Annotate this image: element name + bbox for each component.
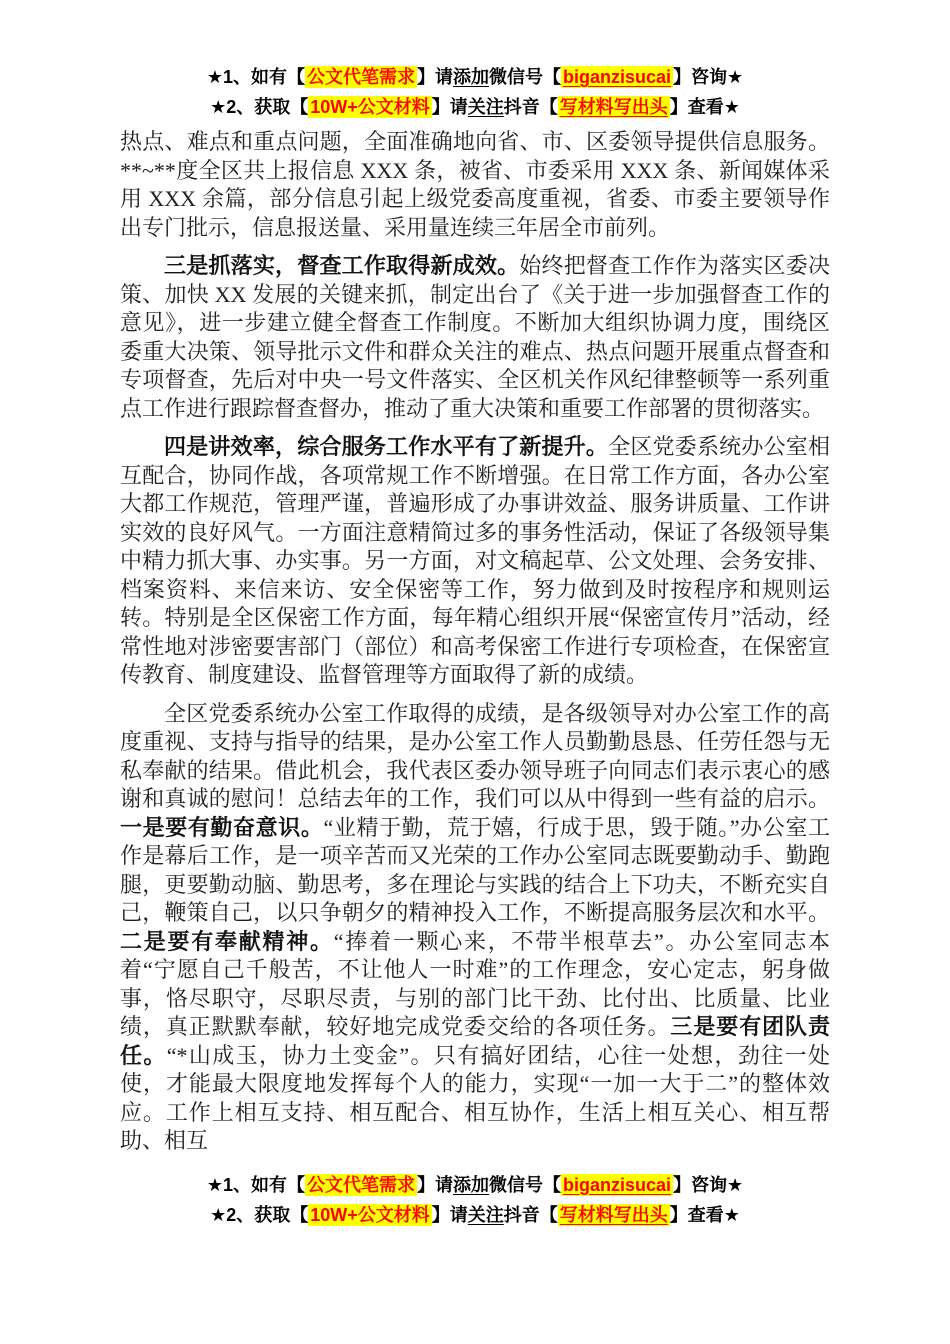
promo-highlight-text: 公文代笔需求 [306, 67, 415, 87]
promo-text: 】查看★ [669, 1204, 740, 1225]
promo-highlight-text: 写材料写出头 [559, 1204, 668, 1225]
paragraph-heading-text: 一是要有勤奋意识。 [120, 814, 324, 840]
promo-highlight-text: 10W+公文材料 [310, 97, 430, 117]
promo-text: 添加 [452, 1174, 489, 1195]
promo-text: 关注 [467, 97, 504, 117]
promo-text: 微信号【 [488, 67, 561, 87]
promo-text: 关注 [467, 1204, 504, 1225]
header-promo-line-1 [120, 62, 830, 92]
promo-text: 】请 [416, 1174, 453, 1195]
document-body [120, 128, 830, 1156]
paragraph-text: 全区党委系统办公室相互配合，协同作战，各项常规工作不断增强。在日常工作方面，各办公室大都工作规范，管理严谨，普遍形成了办事讲效益、服务讲质量、工作讲实效的良好风气。一方面注意精简过多的事务性活动，保证了各级领导集中精力抓大事、办实事。另一方面，对文稿起草、公文处理、会务安排、档案资料、来信来访、安全保密等工作，努力做到及时按程序和规则运转。特别是全区保密工作方面，每年精心组织开展“保密宣传月”活动，经常性地对涉密要害部门（部位）和高考保密工作进行专项检查，在保密宣传教育、制度建设、监督管理等方面取得了新的成绩。 [120, 434, 830, 687]
paragraph-text: 全区党委系统办公室工作取得的成绩，是各级领导对办公室工作的高度重视、支持与指导的结果，是办公室工作人员勤勤恳恳、任劳任怨与无私奉献的结果。借此机会，我代表区委办领导班子向同志们表示衷心的感谢和真诚的慰问！总结去年的工作，我们可以从中得到一些有益的启示。 [120, 700, 830, 811]
promo-highlight-text: 写材料写出头 [559, 97, 668, 117]
promo-text: 】查看★ [669, 97, 740, 117]
paragraph-heading-text: 二是要有奉献精神。 [120, 928, 334, 954]
promo-text: 添加 [452, 67, 489, 87]
promo-text: 抖音【 [503, 1204, 558, 1225]
footer-promo [120, 1170, 830, 1230]
footer-promo-line-2 [120, 1200, 830, 1230]
footer-promo-line-1 [120, 1170, 830, 1200]
header-promo-line-2 [120, 92, 830, 122]
promo-text: ★1、如有【 [206, 67, 305, 87]
promo-text: ★1、如有【 [206, 1174, 305, 1195]
promo-highlight-text: 10W+公文材料 [310, 1204, 430, 1225]
paragraph-heading-text: 三是要有团队责任。 [120, 1014, 830, 1068]
paragraph-heading-text: 四是讲效率，综合服务工作水平有了新提升。 [164, 434, 609, 459]
header-promo [120, 62, 830, 122]
paragraph [120, 128, 830, 242]
promo-text: ★2、获取【 [210, 97, 309, 117]
paragraph [120, 433, 830, 690]
paragraph-text: 始终把督查工作作为落实区委决策、加快 XX 发展的关键来抓，制定出台了《关于进一步加强督查工作的意见》，进一步建立健全督查工作制度。不断加大组织协调力度，围绕区委重大决策、领导批示文件和群众关注的难点、热点问题开展重点督查和专项督查，先后对中央一号文件落实、全区机关作风纪律整顿等一系列重点工作进行跟踪督查督办，推动了重大决策和重要工作部署的贯彻落实。 [120, 253, 830, 421]
paragraph-text: “业精于勤，荒于嬉，行成于思，毁于随。”办公室工作是幕后工作，是一项辛苦而又光荣的工作办公室同志既要勤动手、勤跑腿，更要勤动脑、勤思考，多在理论与实践的结合上下功夫，不断充实自己，鞭策自己，以只争朝夕的精神投入工作，不断提高服务层次和水平。 [120, 814, 830, 925]
promo-highlight-text: biganzisucai [562, 1174, 672, 1195]
paragraph-text: 热点、难点和重点问题，全面准确地向省、市、区委领导提供信息服务。**~**度全区共上报信息 XXX 条，被省、市委采用 XXX 条、新闻媒体采用 XXX 余篇，部分信息引起上级党委高度重视，省委、市委主要领导作出专门批示，信息报送量、采用量连续三年居全市前列。 [120, 129, 830, 240]
paragraph [120, 700, 830, 1156]
paragraph-heading-text: 三是抓落实，督查工作取得新成效。 [164, 253, 520, 278]
promo-highlight-text: 公文代笔需求 [306, 1174, 415, 1195]
promo-text: 】请 [431, 97, 468, 117]
promo-text: 抖音【 [503, 97, 558, 117]
paragraph-text: “*山成玉，协力土变金”。只有搞好团结，心往一处想，劲往一处使，才能最大限度地发挥每个人的能力，实现“一加一大于二”的整体效应。工作上相互支持、相互配合、相互协作，生活上相互关心、相互帮助、相互 [120, 1042, 830, 1153]
promo-text: 微信号【 [488, 1174, 561, 1195]
promo-text: 】咨询★ [673, 67, 744, 87]
promo-text: 】请 [431, 1204, 468, 1225]
promo-text: 】咨询★ [673, 1174, 744, 1195]
promo-highlight-text: biganzisucai [562, 67, 672, 87]
paragraph [120, 252, 830, 423]
promo-text: ★2、获取【 [210, 1204, 309, 1225]
paragraph-text: “捧着一颗心来，不带半根草去”。办公室同志本着“宁愿自己千般苦，不让他人一时难”的工作理念，安心定志，躬身做事，恪尽职守，尽职尽责，与别的部门比干劲、比付出、比质量、比业绩，真正默默奉献，较好地完成党委交给的各项任务。 [120, 928, 830, 1039]
promo-text: 】请 [416, 67, 453, 87]
